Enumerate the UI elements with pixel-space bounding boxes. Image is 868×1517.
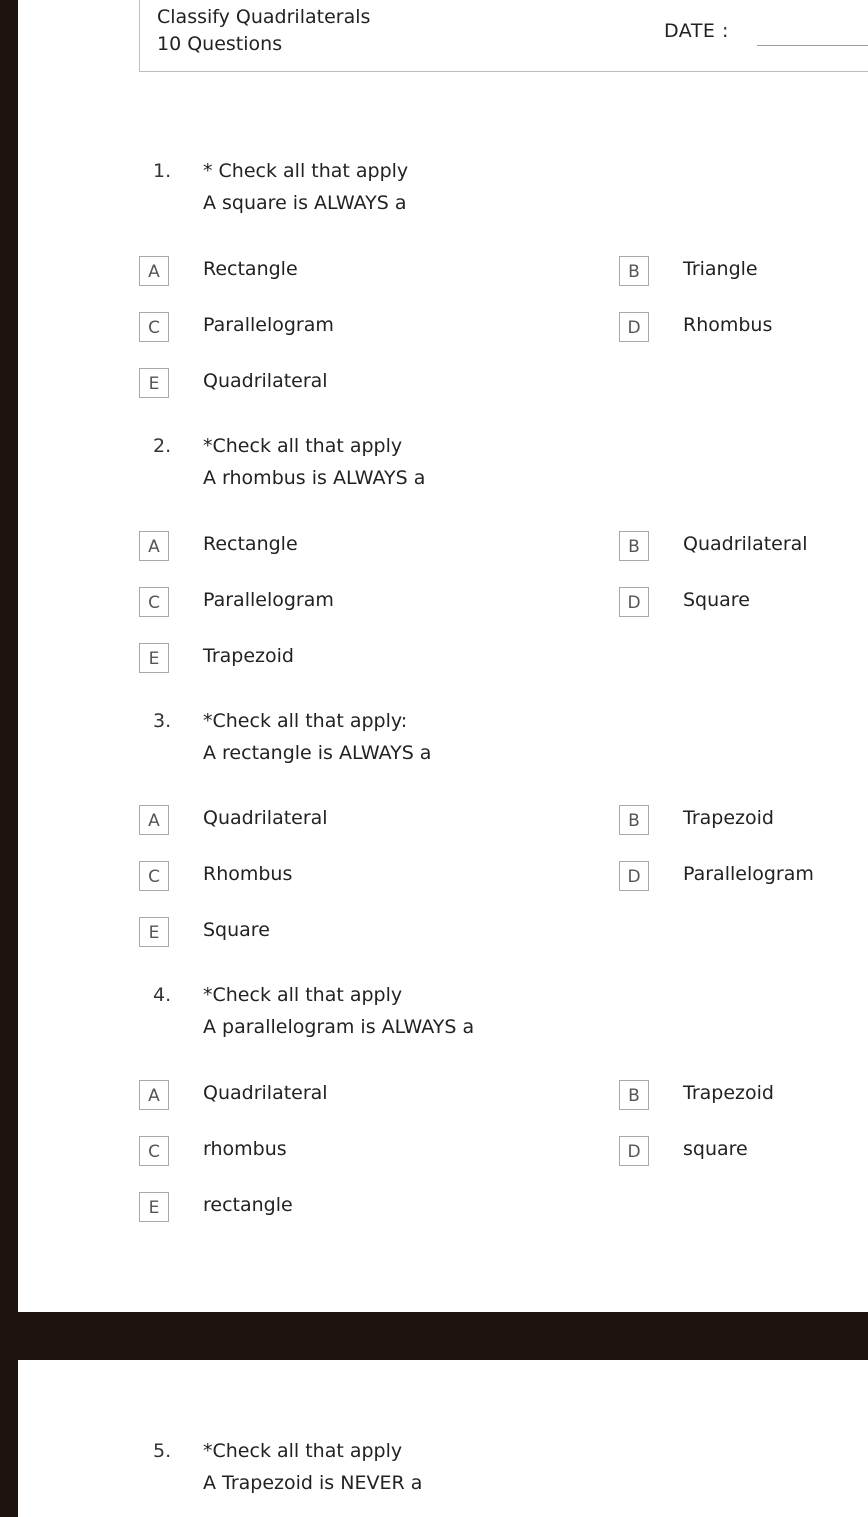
question-number: 3. (153, 710, 172, 732)
option-letter-box[interactable]: B (619, 256, 649, 286)
option-3b[interactable] (619, 805, 868, 837)
option-text: Quadrilateral (683, 533, 808, 555)
option-letter-box[interactable]: C (139, 587, 169, 617)
date-label: DATE : (664, 20, 729, 42)
option-letter-box[interactable]: D (619, 1136, 649, 1166)
option-text: Rectangle (203, 533, 298, 555)
question-prompt: A rhombus is ALWAYS a (203, 467, 426, 489)
option-text: rectangle (203, 1194, 293, 1216)
date-field-line[interactable] (757, 45, 868, 46)
option-4c[interactable] (139, 1136, 559, 1168)
option-1d[interactable] (619, 312, 868, 344)
option-text: Square (203, 919, 270, 941)
option-text: Trapezoid (203, 645, 294, 667)
option-letter-box[interactable]: B (619, 531, 649, 561)
option-text: Triangle (683, 258, 758, 280)
option-letter-box[interactable]: E (139, 1192, 169, 1222)
option-letter-box[interactable]: C (139, 1136, 169, 1166)
option-text: Quadrilateral (203, 1082, 328, 1104)
question-number: 1. (153, 160, 172, 182)
worksheet-title: Classify Quadrilaterals (157, 6, 371, 28)
option-4b[interactable] (619, 1080, 868, 1112)
option-text: Trapezoid (683, 1082, 774, 1104)
option-2e[interactable] (139, 643, 559, 675)
option-text: Parallelogram (203, 589, 334, 611)
option-4d[interactable] (619, 1136, 868, 1168)
option-3d[interactable] (619, 861, 868, 893)
option-text: Rectangle (203, 258, 298, 280)
option-text: Quadrilateral (203, 370, 328, 392)
option-3a[interactable] (139, 805, 559, 837)
question-instruction: *Check all that apply (203, 984, 403, 1006)
option-1b[interactable] (619, 256, 868, 288)
option-letter-box[interactable]: E (139, 917, 169, 947)
option-4e[interactable] (139, 1192, 559, 1224)
option-text: rhombus (203, 1138, 287, 1160)
question-instruction: *Check all that apply: (203, 710, 408, 732)
option-letter-box[interactable]: D (619, 861, 649, 891)
question-count: 10 Questions (157, 33, 283, 55)
option-letter-box[interactable]: A (139, 531, 169, 561)
option-letter-box[interactable]: A (139, 1080, 169, 1110)
question-number: 2. (153, 435, 172, 457)
option-letter-box[interactable]: D (619, 587, 649, 617)
option-text: Rhombus (683, 314, 773, 336)
question-instruction: *Check all that apply (203, 435, 403, 457)
option-text: Trapezoid (683, 807, 774, 829)
option-1a[interactable] (139, 256, 559, 288)
option-2c[interactable] (139, 587, 559, 619)
option-2a[interactable] (139, 531, 559, 563)
worksheet-header (139, 0, 868, 72)
option-3e[interactable] (139, 917, 559, 949)
option-letter-box[interactable]: E (139, 368, 169, 398)
option-3c[interactable] (139, 861, 559, 893)
option-text: Parallelogram (683, 863, 814, 885)
option-letter-box[interactable]: B (619, 1080, 649, 1110)
option-4a[interactable] (139, 1080, 559, 1112)
option-letter-box[interactable]: B (619, 805, 649, 835)
question-instruction: *Check all that apply (203, 1440, 403, 1462)
option-text: Rhombus (203, 863, 293, 885)
option-2d[interactable] (619, 587, 868, 619)
option-text: Parallelogram (203, 314, 334, 336)
option-letter-box[interactable]: E (139, 643, 169, 673)
question-number: 5. (153, 1440, 172, 1462)
question-prompt: A parallelogram is ALWAYS a (203, 1016, 475, 1038)
worksheet-page-2 (18, 1360, 868, 1517)
option-2b[interactable] (619, 531, 868, 563)
option-letter-box[interactable]: C (139, 861, 169, 891)
option-letter-box[interactable]: D (619, 312, 649, 342)
option-letter-box[interactable]: A (139, 805, 169, 835)
question-prompt: A Trapezoid is NEVER a (203, 1472, 423, 1494)
option-letter-box[interactable]: A (139, 256, 169, 286)
option-text: Square (683, 589, 750, 611)
option-text: Quadrilateral (203, 807, 328, 829)
worksheet-page-1 (18, 0, 868, 1312)
question-prompt: A square is ALWAYS a (203, 192, 407, 214)
question-prompt: A rectangle is ALWAYS a (203, 742, 432, 764)
option-letter-box[interactable]: C (139, 312, 169, 342)
option-1e[interactable] (139, 368, 559, 400)
option-text: square (683, 1138, 748, 1160)
question-number: 4. (153, 984, 172, 1006)
option-1c[interactable] (139, 312, 559, 344)
question-instruction: * Check all that apply (203, 160, 409, 182)
